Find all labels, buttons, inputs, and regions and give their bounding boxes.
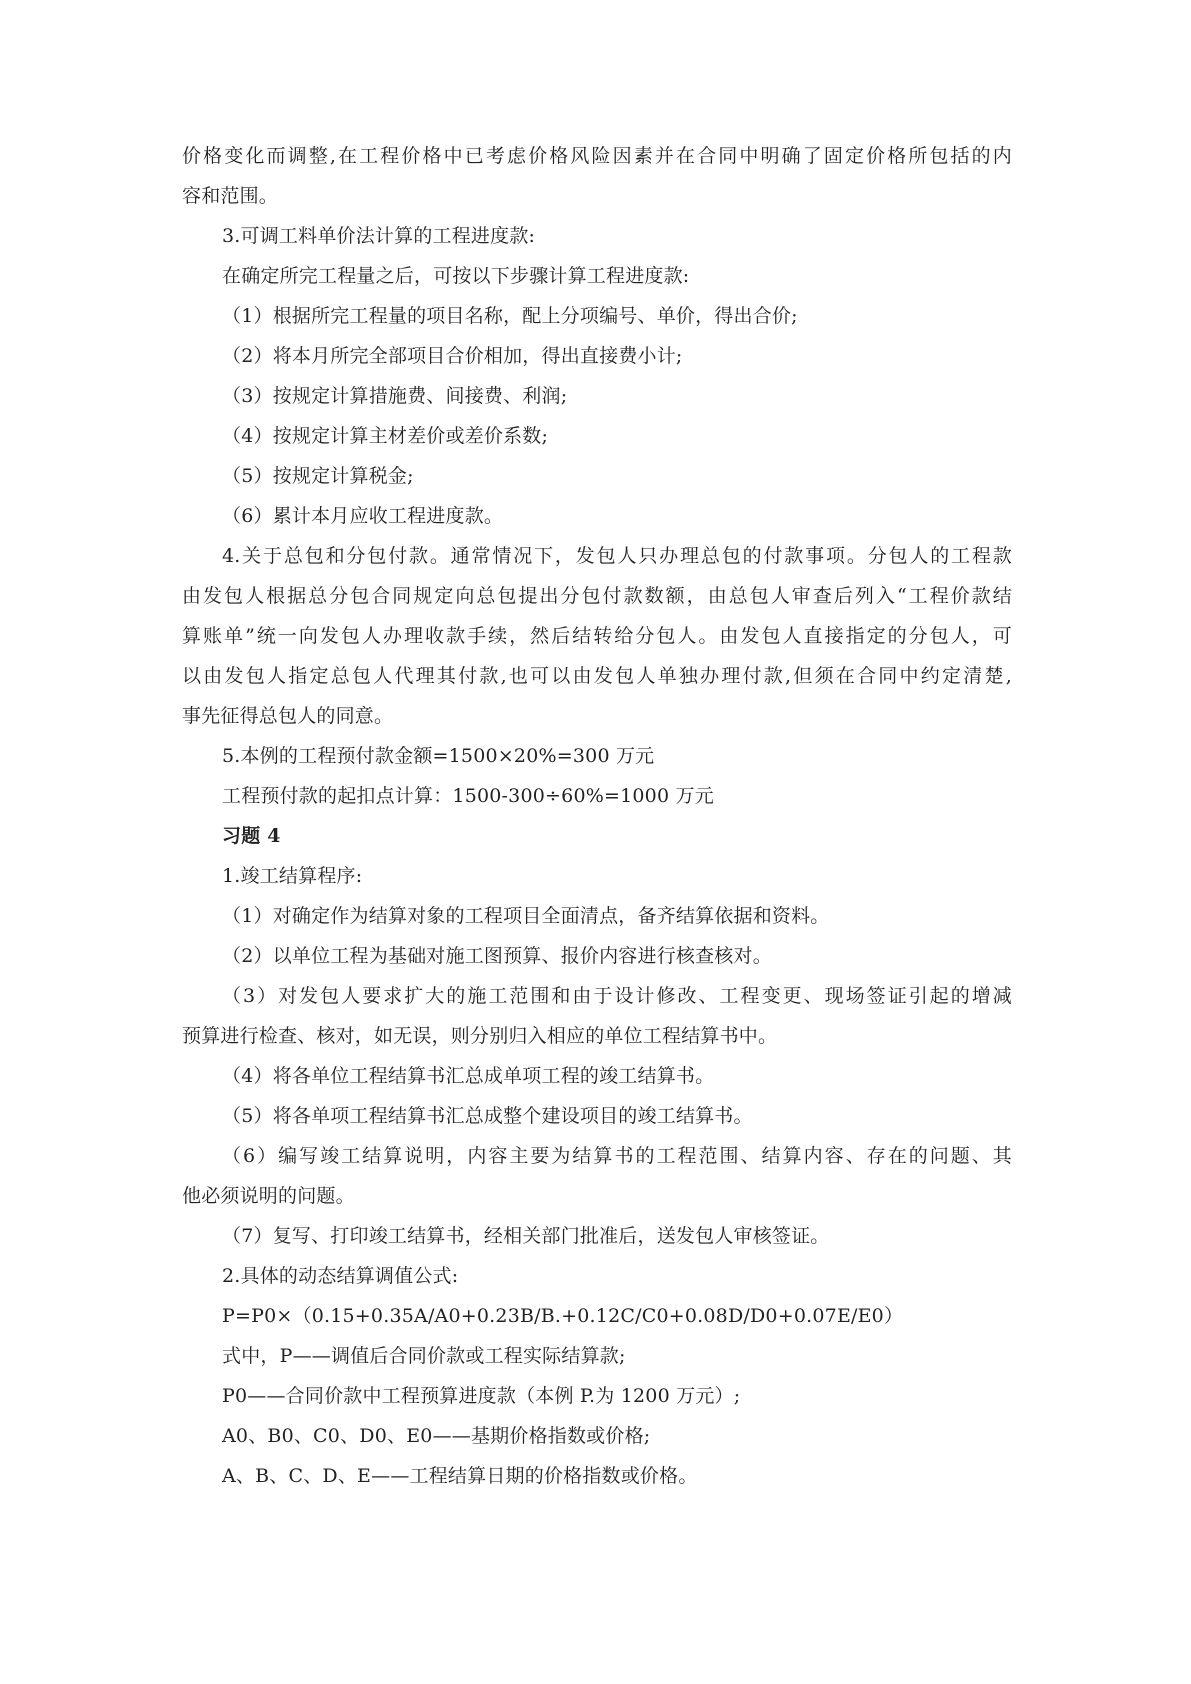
text-line: P=P0×（0.15+0.35A/A0+0.23B/B.+0.12C/C0+0.08D/D0+0.07E/E0） [222, 1305, 904, 1327]
text-line: （7）复写、打印竣工结算书，经相关部门批准后，送发包人审核签证。 [222, 1225, 830, 1247]
text-line: 3.可调工料单价法计算的工程进度款: [222, 225, 536, 247]
text-line: 容和范围。 [182, 185, 279, 207]
text-line: （5）按规定计算税金; [222, 465, 414, 487]
document-body [182, 136, 1012, 1496]
text-line: 在确定所完工程量之后，可按以下步骤计算工程进度款: [222, 265, 690, 287]
text-line: 他必须说明的问题。 [182, 1185, 355, 1207]
text-line: 工程预付款的起扣点计算：1500-300÷60%=1000 万元 [222, 785, 714, 807]
text-line: 预算进行检查、核对，如无误，则分别归入相应的单位工程结算书中。 [182, 1025, 778, 1047]
text-line: 事先征得总包人的同意。 [182, 705, 394, 727]
section-heading: 习题 4 [222, 825, 281, 847]
text-line: 算账单”统一向发包人办理收款手续，然后结转给分包人。由发包人直接指定的分包人，可 [182, 625, 1012, 647]
text-line: （3）对发包人要求扩大的施工范围和由于设计修改、工程变更、现场签证引起的增减 [222, 985, 1012, 1007]
text-line: 1.竣工结算程序: [222, 865, 363, 887]
text-line: A、B、C、D、E——工程结算日期的价格指数或价格。 [222, 1465, 698, 1487]
text-line: （5）将各单项工程结算书汇总成整个建设项目的竣工结算书。 [222, 1105, 753, 1127]
text-line: 价格变化而调整,在工程价格中已考虑价格风险因素并在合同中明确了固定价格所包括的内 [182, 145, 1012, 167]
text-line: 4.关于总包和分包付款。通常情况下，发包人只办理总包的付款事项。分包人的工程款 [222, 545, 1012, 567]
text-line: （4）按规定计算主材差价或差价系数; [222, 425, 549, 447]
text-line: 式中，P——调值后合同价款或工程实际结算款; [222, 1345, 626, 1367]
text-line: （6）编写竣工结算说明，内容主要为结算书的工程范围、结算内容、存在的问题、其 [222, 1145, 1012, 1167]
text-line: （1）根据所完工程量的项目名称，配上分项编号、单价，得出合价; [222, 305, 798, 327]
text-line: （2）以单位工程为基础对施工图预算、报价内容进行核查核对。 [222, 945, 772, 967]
text-line: （2）将本月所完全部项目合价相加，得出直接费小计; [222, 345, 683, 367]
text-line: 由发包人根据总分包合同规定向总包提出分包付款数额，由总包人审查后列入“工程价款结 [182, 585, 1012, 607]
text-line: （4）将各单位工程结算书汇总成单项工程的竣工结算书。 [222, 1065, 715, 1087]
text-line: （6）累计本月应收工程进度款。 [222, 505, 504, 527]
text-line: （1）对确定作为结算对象的工程项目全面清点，备齐结算依据和资料。 [222, 905, 830, 927]
text-line: 2.具体的动态结算调值公式: [222, 1265, 459, 1287]
text-line: （3）按规定计算措施费、间接费、利润; [222, 385, 568, 407]
text-line: A0、B0、C0、D0、E0——基期价格指数或价格; [222, 1425, 651, 1447]
text-line: P0——合同价款中工程预算进度款（本例 P.为 1200 万元）; [222, 1385, 741, 1407]
text-line: 以由发包人指定总包人代理其付款,也可以由发包人单独办理付款,但须在合同中约定清楚, [182, 665, 1012, 687]
text-line: 5.本例的工程预付款金额=1500×20%=300 万元 [222, 745, 655, 767]
